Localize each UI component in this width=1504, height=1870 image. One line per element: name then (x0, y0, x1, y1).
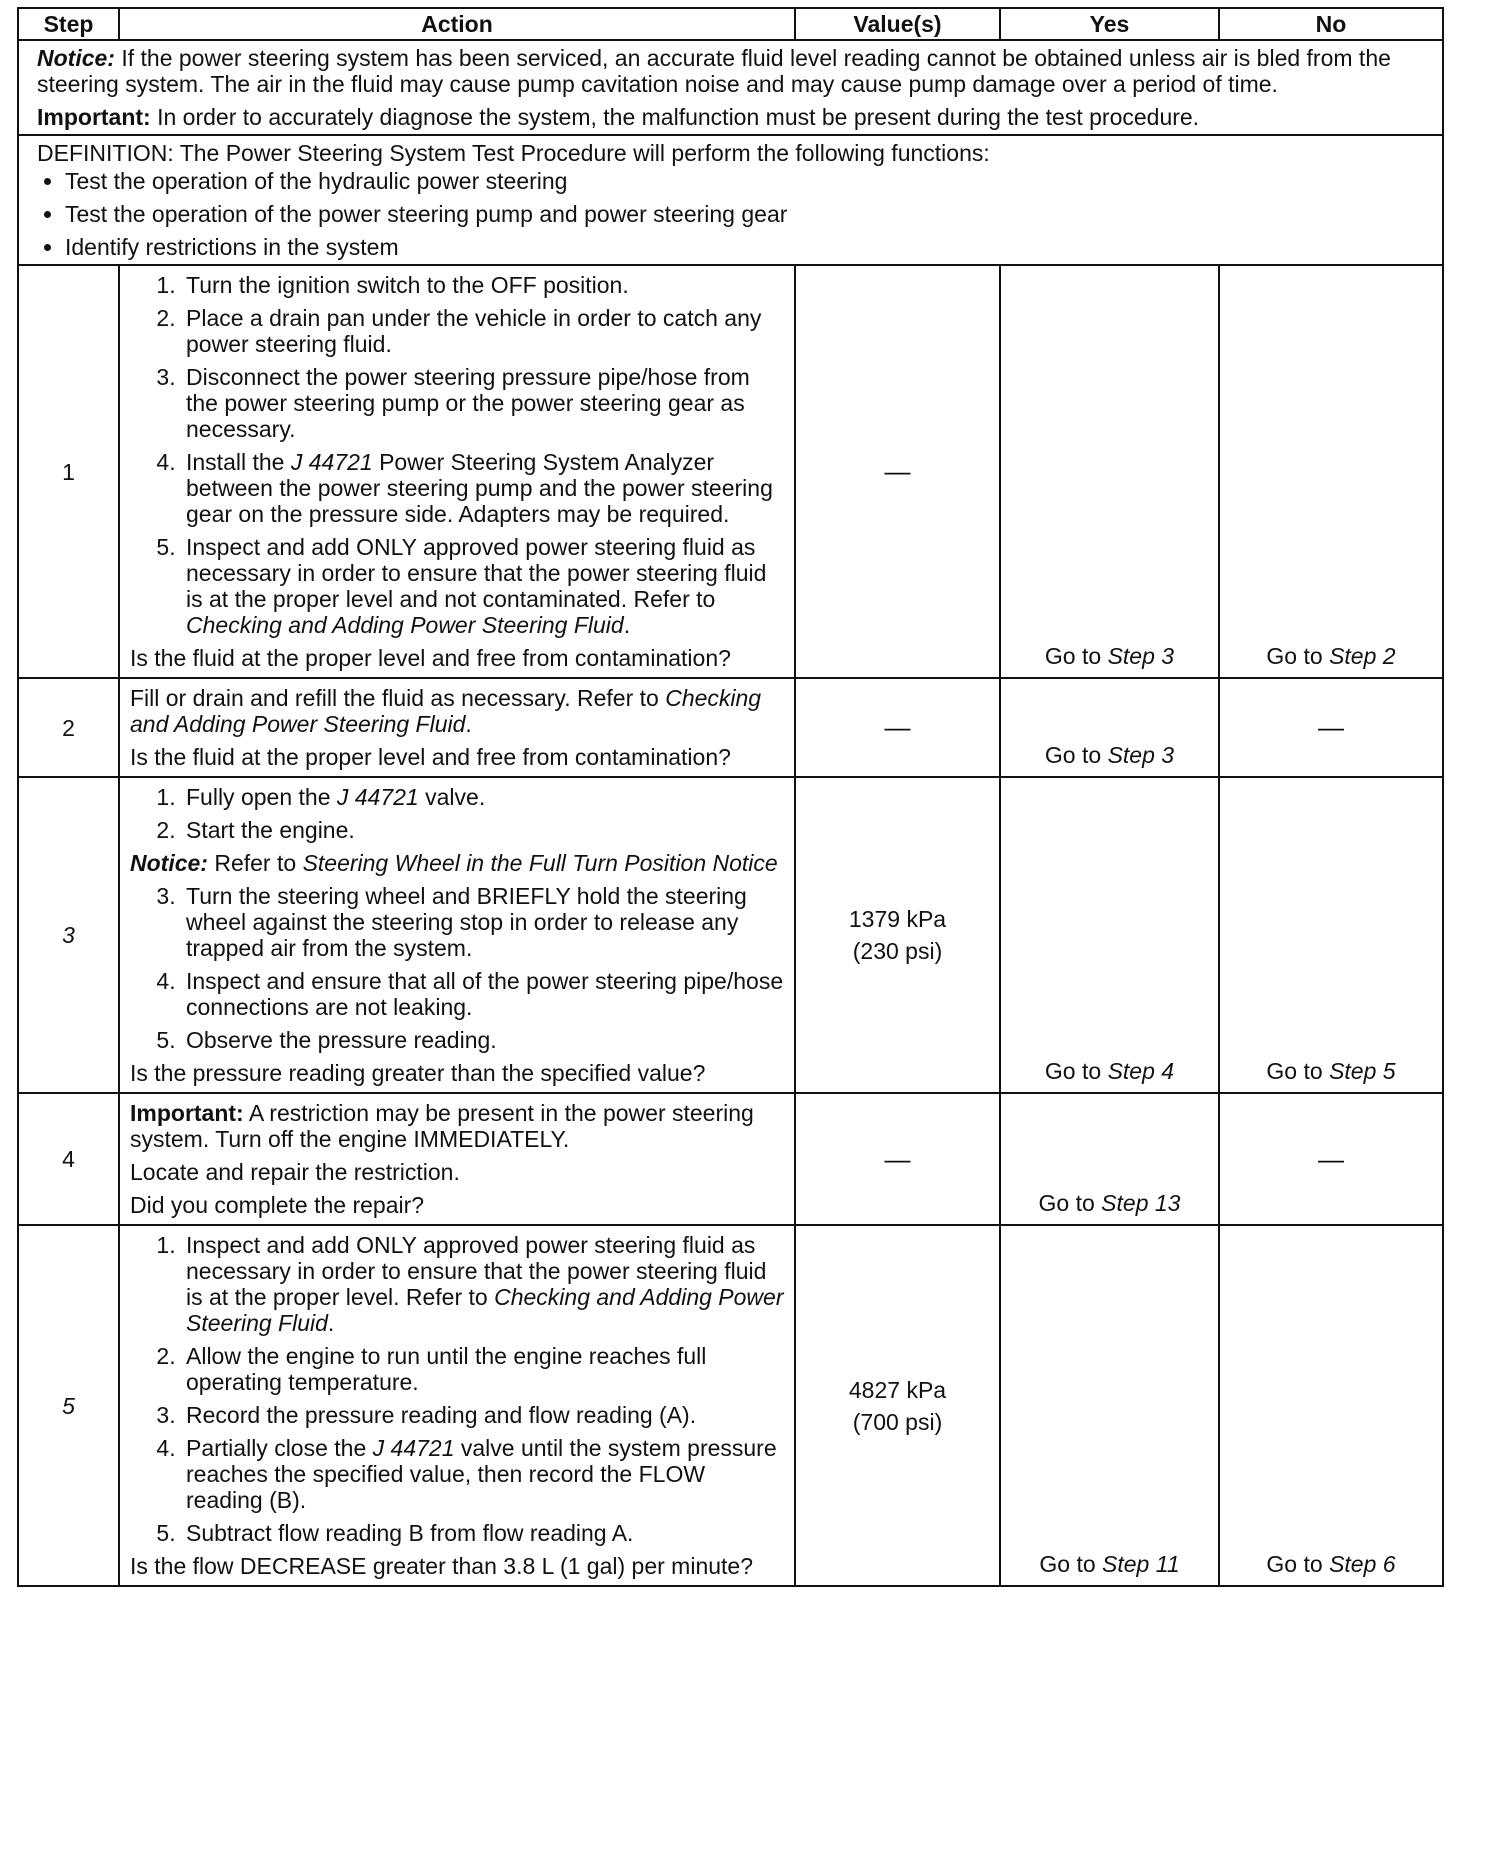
tool-ref: J 44721 (336, 784, 419, 810)
text: Fill or drain and refill the fluid as necessary. Refer to (130, 685, 666, 711)
value-dash: — (884, 712, 911, 742)
no-cell (1219, 678, 1443, 777)
action-cell (119, 678, 795, 777)
goto-step-link[interactable]: Step 3 (1107, 643, 1175, 669)
text: Partially close the (186, 1435, 373, 1461)
important-label: Important: (37, 104, 151, 130)
action-item (182, 534, 784, 638)
question: Is the pressure reading greater than the specified value? (130, 1060, 706, 1086)
action-item: 3. Record the pressure reading and flow reading (A). (182, 1402, 784, 1428)
table-row-step-4 (18, 1093, 1443, 1225)
goto-step-link[interactable]: Step 11 (1102, 1551, 1180, 1577)
value-dash: — (884, 456, 911, 486)
goto-step-link[interactable]: Step 13 (1101, 1190, 1181, 1216)
action-item: 3. Turn the steering wheel and BRIEFLY hold the steering wheel against the steering stop in order to release any trapped air from the system. (182, 883, 784, 961)
yes-cell (1000, 777, 1219, 1093)
question: Did you complete the repair? (130, 1192, 425, 1218)
question: Is the flow DECREASE greater than 3.8 L (1 gal) per minute? (130, 1553, 754, 1579)
action-item: 2. Place a drain pan under the vehicle in order to catch any power steering fluid. (182, 305, 784, 357)
action-item: 5. Observe the pressure reading. (182, 1027, 784, 1053)
goto-step-link[interactable]: Step 2 (1329, 643, 1396, 669)
value-cell (795, 678, 1000, 777)
diagnostic-table (17, 7, 1444, 1587)
definition-item: • Identify restrictions in the system (65, 234, 1424, 260)
definition-list (37, 168, 1424, 260)
action-cell (119, 1093, 795, 1225)
value-dash: — (1318, 712, 1344, 742)
table-row-step-1 (18, 265, 1443, 678)
text: Inspect and add ONLY approved power steering fluid as necessary in order to ensure that the power steering fluid is at the proper level. Refer to (186, 1232, 767, 1310)
action-cell (119, 1225, 795, 1586)
procedure-link[interactable]: Checking and Adding Power Steering Fluid (186, 612, 624, 638)
table-row-step-3 (18, 777, 1443, 1093)
procedure-link[interactable]: Checking and Adding Power Steering Fluid (130, 685, 762, 737)
header-yes: Yes (1000, 8, 1219, 40)
header-row (18, 8, 1443, 40)
question: Is the fluid at the proper level and free from contamination? (130, 744, 731, 770)
action-item (182, 449, 784, 527)
table-row-step-5 (18, 1225, 1443, 1586)
text: A restriction may be present in the power steering system. Turn off the engine IMMEDIATELY. (130, 1100, 754, 1152)
notice-row (18, 40, 1443, 135)
text: valve until the system pressure reaches the specified value, then record the FLOW reading (B). (186, 1435, 777, 1513)
value-cell (795, 1225, 1000, 1586)
value-cell (795, 777, 1000, 1093)
action-item: 5. Subtract flow reading B from flow reading A. (182, 1520, 784, 1546)
important-paragraph (130, 1100, 784, 1152)
no-cell (1219, 265, 1443, 678)
notice-paragraph (37, 45, 1424, 97)
notice-label: Notice: (37, 45, 115, 71)
text: Power Steering System Analyzer between the power steering pump and the power steering gear on the pressure side. Adapters may be required. (186, 449, 773, 527)
yes-cell (1000, 1225, 1219, 1586)
header-step: Step (18, 8, 119, 40)
action-list (130, 883, 784, 1053)
action-item: 2. Start the engine. (182, 817, 784, 843)
action-item: 2. Allow the engine to run until the engine reaches full operating temperature. (182, 1343, 784, 1395)
text: . (623, 612, 631, 638)
text: . (465, 711, 472, 737)
yes-cell (1000, 678, 1219, 777)
important-text: In order to accurately diagnose the system, the malfunction must be present during the test procedure. (150, 104, 1200, 130)
action-cell (119, 777, 795, 1093)
step-number: 5 (18, 1225, 119, 1586)
definition-item: • Test the operation of the power steering pump and power steering gear (65, 201, 1424, 227)
definition-intro: DEFINITION: The Power Steering System Test Procedure will perform the following functions: (37, 140, 990, 166)
value-psi: (700 psi) (852, 1408, 943, 1435)
notice-block (18, 40, 1443, 135)
value-dash: — (1318, 1143, 1344, 1174)
question: Is the fluid at the proper level and free from contamination? (130, 645, 731, 671)
no-cell (1219, 1225, 1443, 1586)
text: . (327, 1310, 335, 1336)
value-cell (795, 1093, 1000, 1225)
text: Go to (1044, 643, 1108, 669)
step-number: 3 (18, 777, 119, 1093)
action-list (130, 272, 784, 638)
action-text: Locate and repair the restriction. (130, 1159, 460, 1185)
header-no: No (1219, 8, 1443, 40)
value-kpa: 1379 kPa (848, 906, 947, 932)
procedure-link[interactable]: Steering Wheel in the Full Turn Position Notice (302, 850, 778, 876)
action-item: 3. Disconnect the power steering pressure pipe/hose from the power steering pump or the power steering gear as necessary. (182, 364, 784, 442)
no-cell (1219, 777, 1443, 1093)
notice-text: If the power steering system has been serviced, an accurate fluid level reading cannot be obtained unless air is bled from the steering system. The air in the fluid may cause pump cavitation noise and may cause pump damage over a period of time. (37, 45, 1391, 97)
action-item (182, 1232, 784, 1336)
header-values: Value(s) (795, 8, 1000, 40)
text: Go to (1039, 1551, 1103, 1577)
yes-cell (1000, 1093, 1219, 1225)
action-cell (119, 265, 795, 678)
goto-step-link[interactable]: Step 3 (1107, 742, 1175, 768)
text: Fully open the (186, 784, 337, 810)
value-kpa: 4827 kPa (848, 1376, 947, 1403)
text: Go to (1266, 1058, 1330, 1084)
text: Go to (1266, 643, 1330, 669)
header-action: Action (119, 8, 795, 40)
goto-step-link[interactable]: Step 4 (1107, 1058, 1175, 1084)
step-number: 2 (18, 678, 119, 777)
text: Refer to (207, 850, 303, 876)
important-label: Important: (130, 1100, 244, 1126)
tool-ref: J 44721 (372, 1435, 455, 1461)
text: Inspect and add ONLY approved power steering fluid as necessary in order to ensure that the power steering fluid is at the proper level and not contaminated. Refer to (186, 534, 767, 612)
no-cell (1219, 1093, 1443, 1225)
notice-paragraph (130, 850, 784, 876)
definition-block (18, 135, 1443, 265)
action-item (182, 784, 784, 810)
text: Install the (186, 449, 291, 475)
action-list (130, 784, 784, 843)
goto-step-link[interactable]: Step 6 (1329, 1551, 1396, 1577)
action-text (130, 685, 784, 737)
definition-item: • Test the operation of the hydraulic power steering (65, 168, 1424, 194)
definition-row (18, 135, 1443, 265)
action-item: 1. Turn the ignition switch to the OFF position. (182, 272, 784, 298)
value-dash: — (884, 1143, 911, 1174)
action-item (182, 1435, 784, 1513)
value-psi: (230 psi) (852, 938, 943, 964)
text: Go to (1044, 1058, 1108, 1084)
text: valve. (418, 784, 486, 810)
action-item: 4. Inspect and ensure that all of the power steering pipe/hose connections are not leaking. (182, 968, 784, 1020)
notice-label: Notice: (130, 850, 208, 876)
goto-step-link[interactable]: Step 5 (1329, 1058, 1396, 1084)
text: Go to (1044, 742, 1108, 768)
step-number: 4 (18, 1093, 119, 1225)
yes-cell (1000, 265, 1219, 678)
important-paragraph (37, 104, 1424, 130)
text: Go to (1266, 1551, 1330, 1577)
procedure-link[interactable]: Checking and Adding Power Steering Fluid (186, 1284, 784, 1336)
action-list (130, 1232, 784, 1546)
tool-ref: J 44721 (290, 449, 373, 475)
step-number: 1 (18, 265, 119, 678)
table-row-step-2 (18, 678, 1443, 777)
value-cell (795, 265, 1000, 678)
text: Go to (1038, 1190, 1102, 1216)
